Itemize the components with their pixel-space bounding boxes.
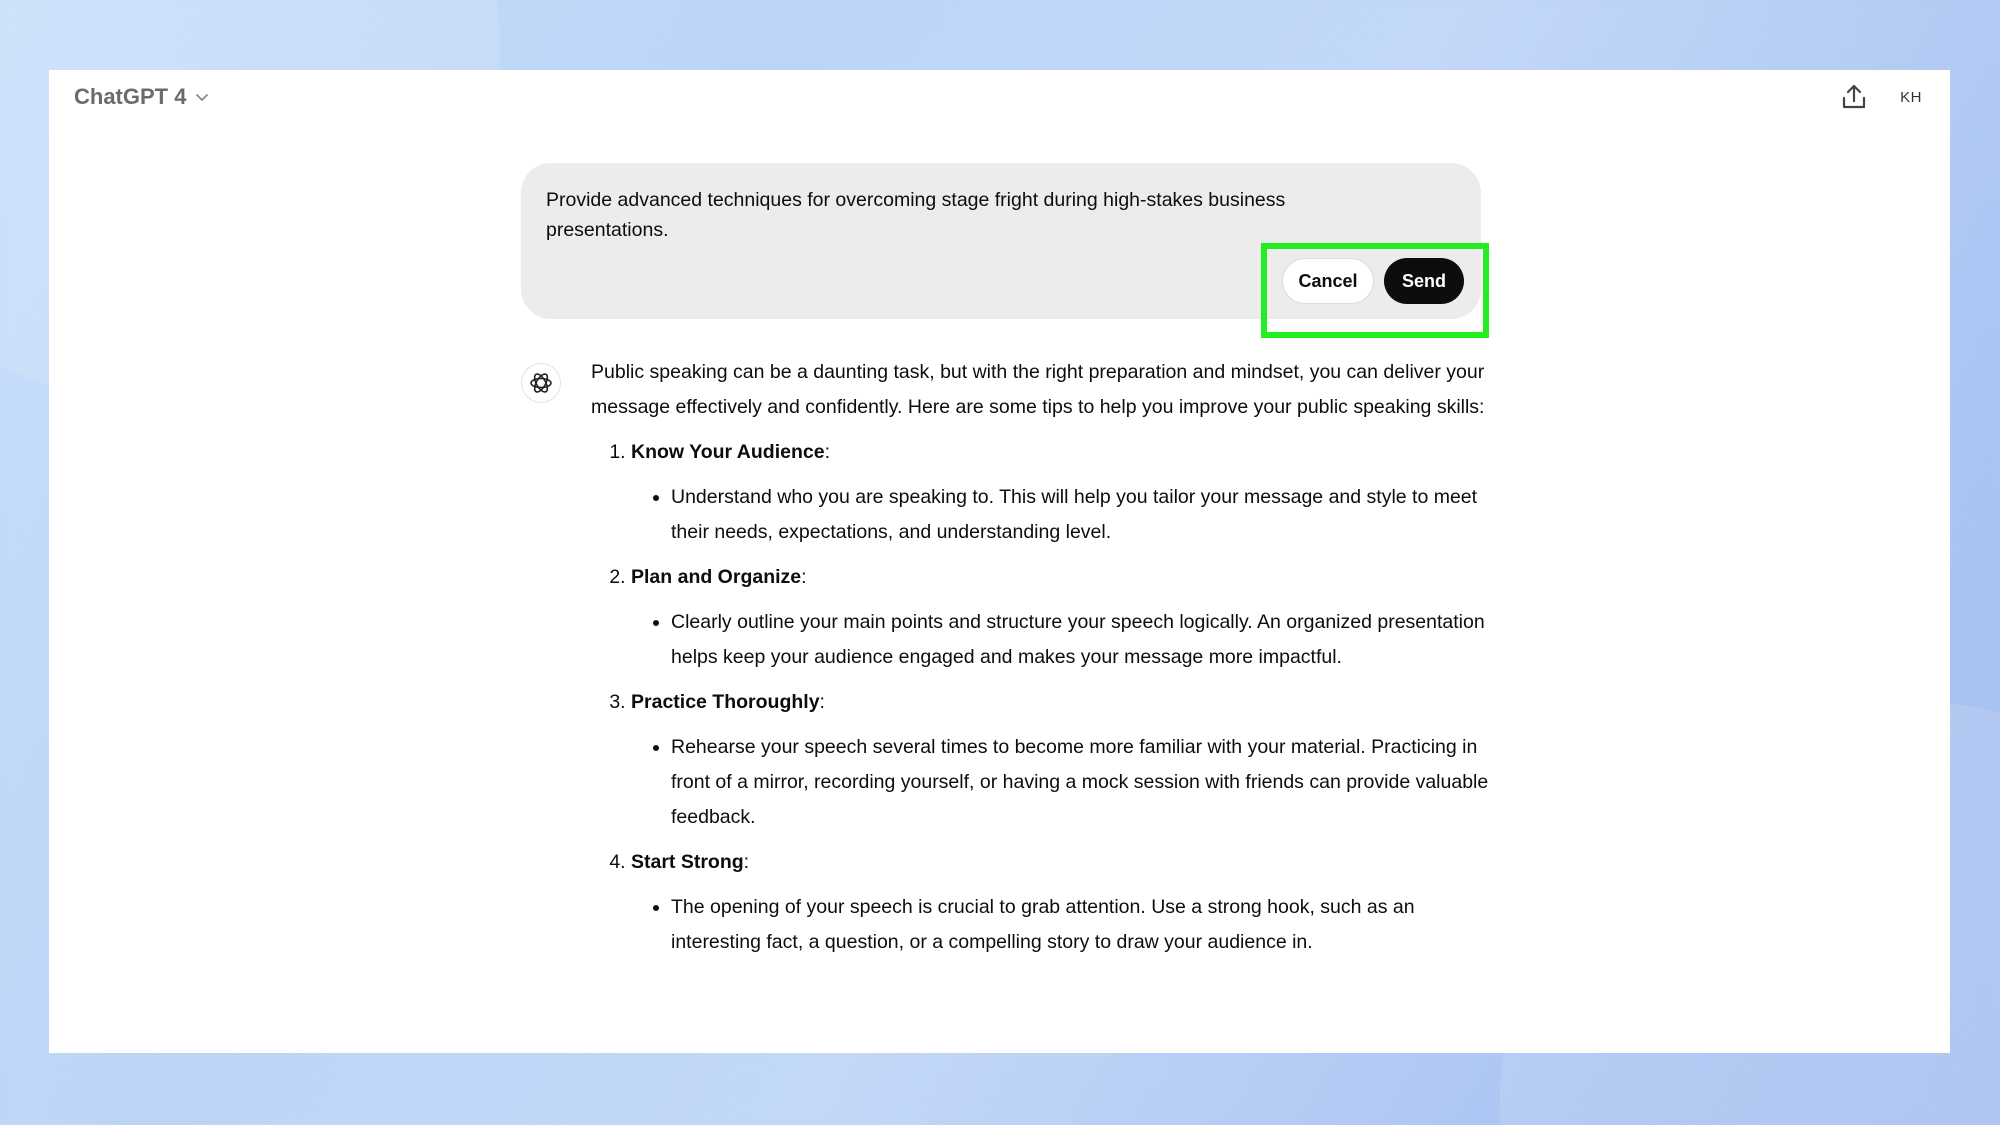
chevron-down-icon — [194, 89, 210, 105]
list-item: 3. Practice Thoroughly: • Rehearse your speech several times to become more familiar with your material. Practicing in front of a mirror, recording yourself, or having a mock session with friends can provide valuable feedback. — [631, 685, 1491, 835]
response-intro: Public speaking can be a daunting task, but with the right preparation and mindset, you can deliver your message effectively and confidently. Here are some tips to help you improve your public speaking skills: — [591, 361, 1485, 418]
user-avatar[interactable]: KH — [1900, 88, 1922, 106]
cancel-button[interactable]: Cancel — [1282, 258, 1374, 304]
item-bullet: • Clearly outline your main points and structure your speech logically. An organized presentation helps keep your audience engaged and makes your message more impactful. — [671, 605, 1491, 675]
edit-message-input[interactable]: Provide advanced techniques for overcoming stage fright during high-stakes business presentations. — [546, 189, 1286, 241]
item-bullet: • Understand who you are speaking to. This will help you tailor your message and style to meet their needs, expectations, and understanding level. — [671, 480, 1491, 550]
item-title: Start Strong — [631, 851, 744, 873]
list-item: 1. Know Your Audience: • Understand who you are speaking to. This will help you tailor your message and style to meet their needs, expectations, and understanding level. — [631, 435, 1491, 550]
tips-list — [591, 435, 1491, 960]
item-title: Practice Thoroughly — [631, 691, 820, 713]
item-bullet: • The opening of your speech is crucial to grab attention. Use a strong hook, such as an interesting fact, a question, or a compelling story to draw your audience in. — [671, 890, 1491, 960]
model-switcher[interactable] — [74, 84, 210, 110]
openai-logo-icon — [528, 370, 554, 396]
list-item: 2. Plan and Organize: • Clearly outline your main points and structure your speech logically. An organized presentation helps keep your audience engaged and makes your message more impactful. — [631, 560, 1491, 675]
share-button[interactable] — [1839, 82, 1869, 112]
model-name: ChatGPT 4 — [74, 84, 187, 109]
item-title: Know Your Audience — [631, 441, 825, 463]
assistant-response — [591, 355, 1491, 970]
chat-window — [49, 70, 1950, 1053]
list-item: 4. Start Strong: • The opening of your speech is crucial to grab attention. Use a strong hook, such as an interesting fact, a question, or a compelling story to draw your audience in. — [631, 845, 1491, 960]
share-icon — [1841, 83, 1867, 111]
assistant-avatar — [521, 363, 561, 403]
send-button[interactable]: Send — [1384, 258, 1464, 304]
item-bullet: • Rehearse your speech several times to become more familiar with your material. Practicing in front of a mirror, recording yourself, or having a mock session with friends can provide valuable feedback. — [671, 730, 1491, 835]
item-title: Plan and Organize — [631, 566, 802, 588]
